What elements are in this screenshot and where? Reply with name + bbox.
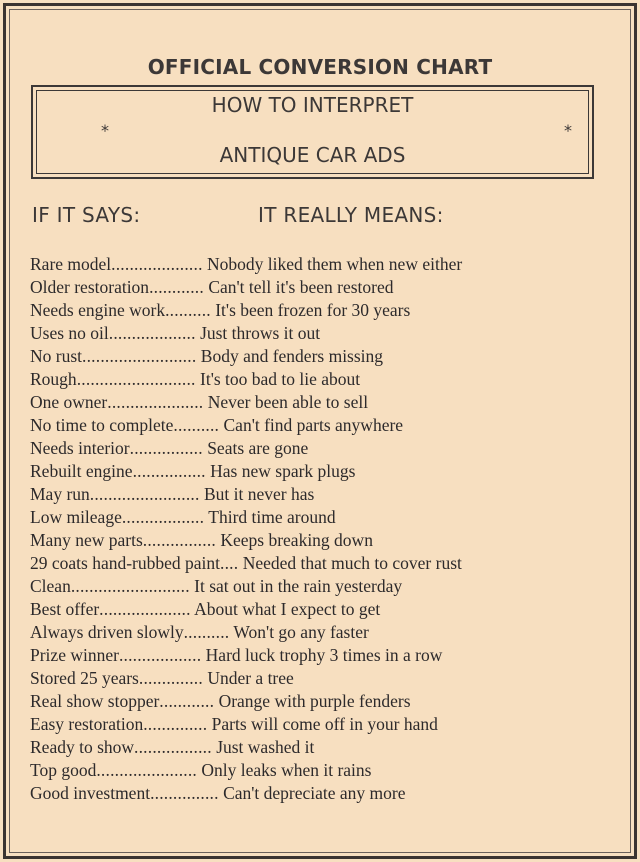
dot-leader: .... [220,553,239,573]
list-item [30,529,610,552]
list-item [30,253,610,276]
list-item [30,621,610,644]
phrase-text: Easy restoration [30,714,144,734]
phrase-text: 29 coats hand-rubbed paint [30,553,221,573]
list-item [30,552,610,575]
phrase-text: Rough [30,369,77,389]
phrase-text: May run [30,484,90,504]
asterisk-icon: * [101,121,109,140]
dot-leader: .............. [138,668,203,688]
phrase-text: Top good [30,760,97,780]
dot-leader: ............ [159,691,215,711]
list-item [30,598,610,621]
dot-leader: .......... [173,415,220,435]
dot-leader: .................... [99,599,191,619]
meaning-text: Can't find parts anywhere [223,415,404,435]
meaning-text: Hard luck trophy 3 times in a row [205,645,443,665]
subtitle-line-2: ANTIQUE CAR ADS [219,143,406,167]
dot-leader: ......................... [82,346,197,366]
list-item [30,759,610,782]
meaning-text: Can't tell it's been restored [208,277,394,297]
meaning-text: Nobody liked them when new either [207,254,463,274]
dot-leader: .......... [165,300,211,320]
subtitle-box [31,85,594,179]
meaning-text: It sat out in the rain yesterday [194,576,403,596]
phrase-text: Rebuilt engine [30,461,133,481]
conversion-list [30,253,610,805]
meaning-text: About what I expect to get [194,599,381,619]
dot-leader: ................ [132,461,206,481]
phrase-text: Ready to show [30,737,135,757]
phrase-text: Clean [30,576,71,596]
meaning-text: Just throws it out [200,323,321,343]
dot-leader: ............ [149,277,204,297]
phrase-text: Good investment [30,783,151,803]
phrase-text: Needs engine work [30,300,166,320]
dot-leader: .................... [111,254,203,274]
meaning-text: It's too bad to lie about [200,369,361,389]
asterisk-icon: * [564,121,572,140]
meaning-text: Has new spark plugs [210,461,356,481]
list-item [30,782,610,805]
list-item [30,736,610,759]
meaning-text: Only leaks when it rains [201,760,372,780]
column-header-means: IT REALLY MEANS: [258,203,444,227]
meaning-text: It's been frozen for 30 years [215,300,411,320]
meaning-text: But it never has [203,484,315,504]
phrase-text: Real show stopper [30,691,160,711]
list-item [30,322,610,345]
dot-leader: ................. [134,737,212,757]
phrase-text: No time to complete [30,415,174,435]
phrase-text: Uses no oil [30,323,109,343]
dot-leader: .................. [118,645,202,665]
dot-leader: ................ [129,438,203,458]
dot-leader: ........................ [89,484,200,504]
list-item [30,690,610,713]
phrase-text: Stored 25 years [30,668,139,688]
phrase-text: Older restoration [30,277,150,297]
dot-leader: ...................... [96,760,197,780]
meaning-text: Can't depreciate any more [223,783,406,803]
list-item [30,506,610,529]
meaning-text: Never been able to sell [207,392,369,412]
list-item [30,276,610,299]
list-item [30,483,610,506]
dot-leader: .......................... [76,369,196,389]
list-item [30,460,610,483]
meaning-text: Orange with purple fenders [218,691,411,711]
list-item [30,667,610,690]
phrase-text: Needs interior [30,438,130,458]
phrase-text: Best offer [30,599,100,619]
meaning-text: Third time around [208,507,336,527]
list-item [30,391,610,414]
phrase-text: Rare model [30,254,112,274]
phrase-text: One owner [30,392,108,412]
meaning-text: Keeps breaking down [220,530,373,550]
meaning-text: Parts will come off in your hand [211,714,438,734]
dot-leader: ................... [108,323,196,343]
dot-leader: ..................... [107,392,204,412]
meaning-text: Seats are gone [207,438,309,458]
list-item [30,345,610,368]
phrase-text: Prize winner [30,645,119,665]
column-header-says: IF IT SAYS: [32,203,141,227]
list-item [30,713,610,736]
dot-leader: ............... [150,783,219,803]
phrase-text: Always driven slowly [30,622,184,642]
phrase-text: No rust [30,346,83,366]
list-item [30,368,610,391]
meaning-text: Won't go any faster [233,622,369,642]
meaning-text: Just washed it [216,737,315,757]
list-item [30,575,610,598]
meaning-text: Body and fenders missing [200,346,384,366]
page-title: OFFICIAL CONVERSION CHART [147,55,493,79]
phrase-text: Many new parts [30,530,143,550]
subtitle-line-1: HOW TO INTERPRET [211,93,414,117]
list-item [30,437,610,460]
list-item [30,414,610,437]
list-item [30,644,610,667]
meaning-text: Needed that much to cover rust [242,553,462,573]
meaning-text: Under a tree [207,668,294,688]
dot-leader: .......................... [70,576,190,596]
list-item [30,299,610,322]
dot-leader: .................. [121,507,205,527]
dot-leader: .......... [183,622,230,642]
dot-leader: .............. [143,714,208,734]
phrase-text: Low mileage [30,507,122,527]
dot-leader: ................ [142,530,216,550]
